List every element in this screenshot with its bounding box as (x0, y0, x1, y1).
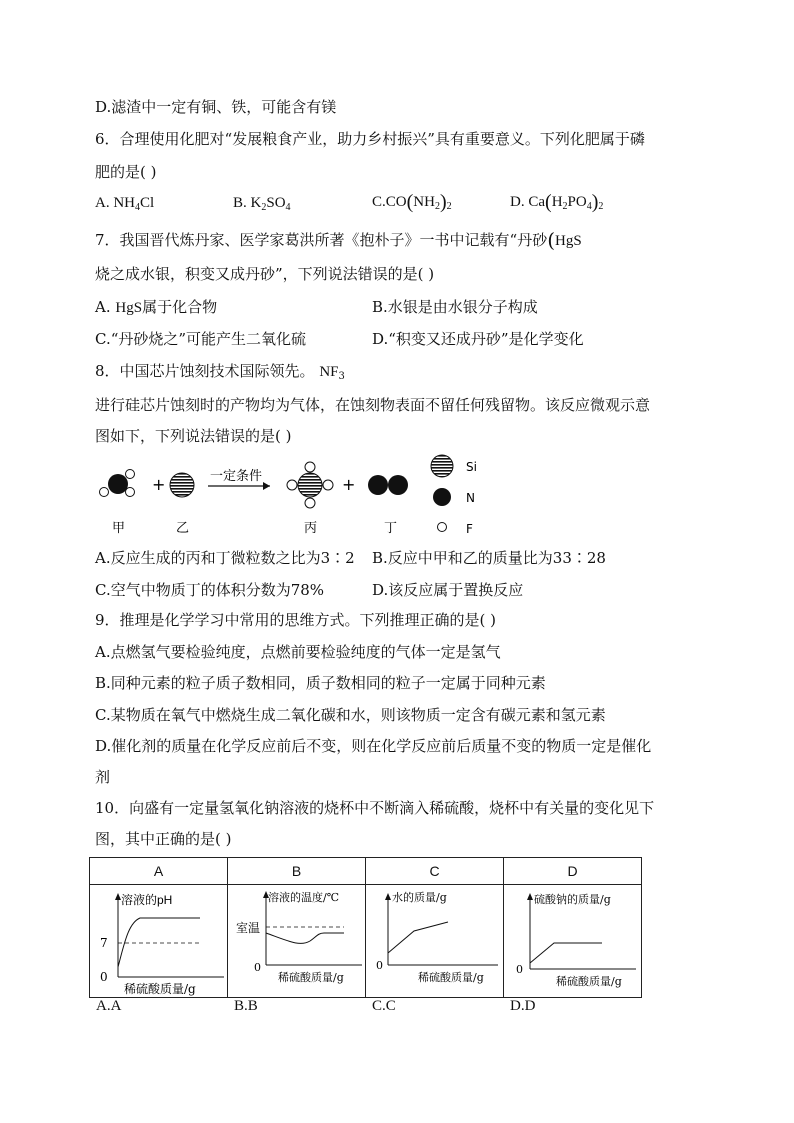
molecule-yi (170, 473, 194, 497)
q7-option-a[interactable]: A. HgS属于化合物 (95, 298, 218, 316)
q9-option-a[interactable]: A.点燃氢气要检验纯度，点燃前要检验纯度的气体一定是氢气 (95, 643, 501, 661)
q8-stem-line1: 8．中国芯片蚀刻技术国际领先。 $NF_3$ (95, 362, 345, 382)
q8-option-c[interactable]: C.空气中物质丁的体积分数为78% (95, 581, 325, 599)
legend-n: N (466, 491, 475, 505)
q6-option-b[interactable]: B. $K_2SO_4$ (233, 195, 291, 213)
graph-d (504, 885, 641, 997)
q6-stem-line1: 6．合理使用化肥对“发展粮食产业，助力乡村振兴”具有重要意义。下列化肥属于磷 (95, 130, 645, 148)
q9-option-c[interactable]: C.某物质在氧气中燃烧生成二氧化碳和水，则该物质一定含有碳元素和氢元素 (95, 706, 606, 724)
q10-graph-table (89, 857, 641, 997)
q6-option-d[interactable]: D. $Ca(H_2PO_4)_2$ (510, 191, 604, 213)
q8-stem-line2: 进行硅芯片蚀刻时的产物均为气体，在蚀刻物表面不留任何残留物。该反应微观示意 (95, 396, 651, 414)
legend-f-icon (438, 523, 447, 532)
plus-sign-2: + (342, 475, 356, 494)
graph-d-xlabel: 稀硫酸质量/g (556, 975, 622, 988)
q10-stem-line2: 图，其中正确的是( ) (95, 830, 232, 848)
label-jia: 甲 (112, 521, 126, 536)
graph-c-xlabel: 稀硫酸质量/g (418, 971, 484, 984)
q8-option-b[interactable]: B.反应中甲和乙的质量比为33∶28 (372, 549, 606, 567)
q8-option-a[interactable]: A.反应生成的丙和丁微粒数之比为3∶2 (95, 549, 355, 567)
graph-b-ytick: 室温 (236, 921, 261, 935)
label-ding: 丁 (384, 521, 398, 536)
reaction-diagram (90, 452, 510, 542)
molecule-ding (368, 475, 408, 495)
header-d: D (504, 858, 642, 885)
q9-option-d-line2[interactable]: 剂 (95, 768, 111, 786)
graph-a-xlabel: 稀硫酸质量/g (124, 982, 196, 996)
graph-c-cell (366, 885, 504, 998)
q6-option-c[interactable]: $C.CO(NH_2)_2$ (372, 191, 452, 213)
q7-option-c[interactable]: C.“丹砂烧之”可能产生二氧化硫 (95, 330, 307, 348)
graph-b-ylabel: 溶液的温度/℃ (268, 891, 340, 904)
header-b: B (228, 858, 366, 885)
graph-c-origin: 0 (376, 959, 383, 972)
graph-c-ylabel: 水的质量/g (392, 891, 447, 904)
graph-d-cell (504, 885, 642, 998)
q6-option-a[interactable]: A. $NH_4Cl$ (95, 195, 155, 213)
q8-stem-line3: 图如下，下列说法错误的是( ) (95, 427, 292, 445)
graph-b-xlabel: 稀硫酸质量/g (278, 971, 344, 984)
header-a: A (90, 858, 228, 885)
graph-d-origin: 0 (516, 963, 523, 976)
q10-answer-c[interactable]: C.C (372, 998, 396, 1014)
label-yi: 乙 (176, 521, 190, 536)
molecule-bing (287, 462, 333, 508)
molecule-jia (100, 470, 135, 497)
graph-c (366, 885, 503, 997)
graph-a-ylabel: 溶液的pH (121, 893, 173, 907)
graph-b-origin: 0 (254, 961, 261, 974)
label-bing: 丙 (304, 521, 318, 536)
graph-a-cell (90, 885, 228, 998)
q6-stem-line2: 肥的是( ) (95, 163, 157, 181)
graph-a-ytick: 7 (100, 936, 108, 950)
legend-si-icon (431, 455, 453, 477)
graph-b-cell (228, 885, 366, 998)
header-c: C (366, 858, 504, 885)
legend-f: F (466, 522, 473, 536)
q9-option-d-line1[interactable]: D.催化剂的质量在化学反应前后不变，则在化学反应前后质量不变的物质一定是催化 (95, 737, 652, 755)
q7-option-d[interactable]: D.“积变又还成丹砂”是化学变化 (372, 330, 584, 348)
reaction-condition: 一定条件 (210, 469, 263, 484)
q9-stem: 9．推理是化学学习中常用的思维方式。下列推理正确的是( ) (95, 611, 497, 629)
q5-option-d: D.滤渣中一定有铜、铁，可能含有镁 (95, 98, 337, 116)
q10-answer-b[interactable]: B.B (234, 998, 258, 1014)
q8-option-d[interactable]: D.该反应属于置换反应 (372, 581, 524, 599)
graph-a-origin: 0 (100, 970, 108, 984)
q7-option-b[interactable]: B.水银是由水银分子构成 (372, 298, 538, 316)
legend-n-icon (433, 488, 451, 506)
q10-answer-a[interactable]: A.A (96, 998, 122, 1014)
legend-si: Si (466, 460, 477, 474)
plus-sign-1: + (152, 475, 166, 494)
q10-stem-line1: 10．向盛有一定量氢氧化钠溶液的烧杯中不断滴入稀硫酸，烧杯中有关量的变化见下 (95, 799, 655, 817)
graph-d-ylabel: 硫酸钠的质量/g (534, 893, 611, 906)
q9-option-b[interactable]: B.同种元素的粒子质子数相同，质子数相同的粒子一定属于同种元素 (95, 674, 546, 692)
graph-a (90, 885, 227, 997)
q10-answer-d[interactable]: D.D (510, 998, 536, 1014)
graph-b (228, 885, 365, 997)
q7-stem-line1: 7．我国晋代炼丹家、医学家葛洪所著《抱朴子》一书中记载有“丹砂(HgS (95, 228, 582, 252)
q7-stem-line2: 烧之成水银，积变又成丹砂”，下列说法错误的是( ) (95, 265, 435, 283)
